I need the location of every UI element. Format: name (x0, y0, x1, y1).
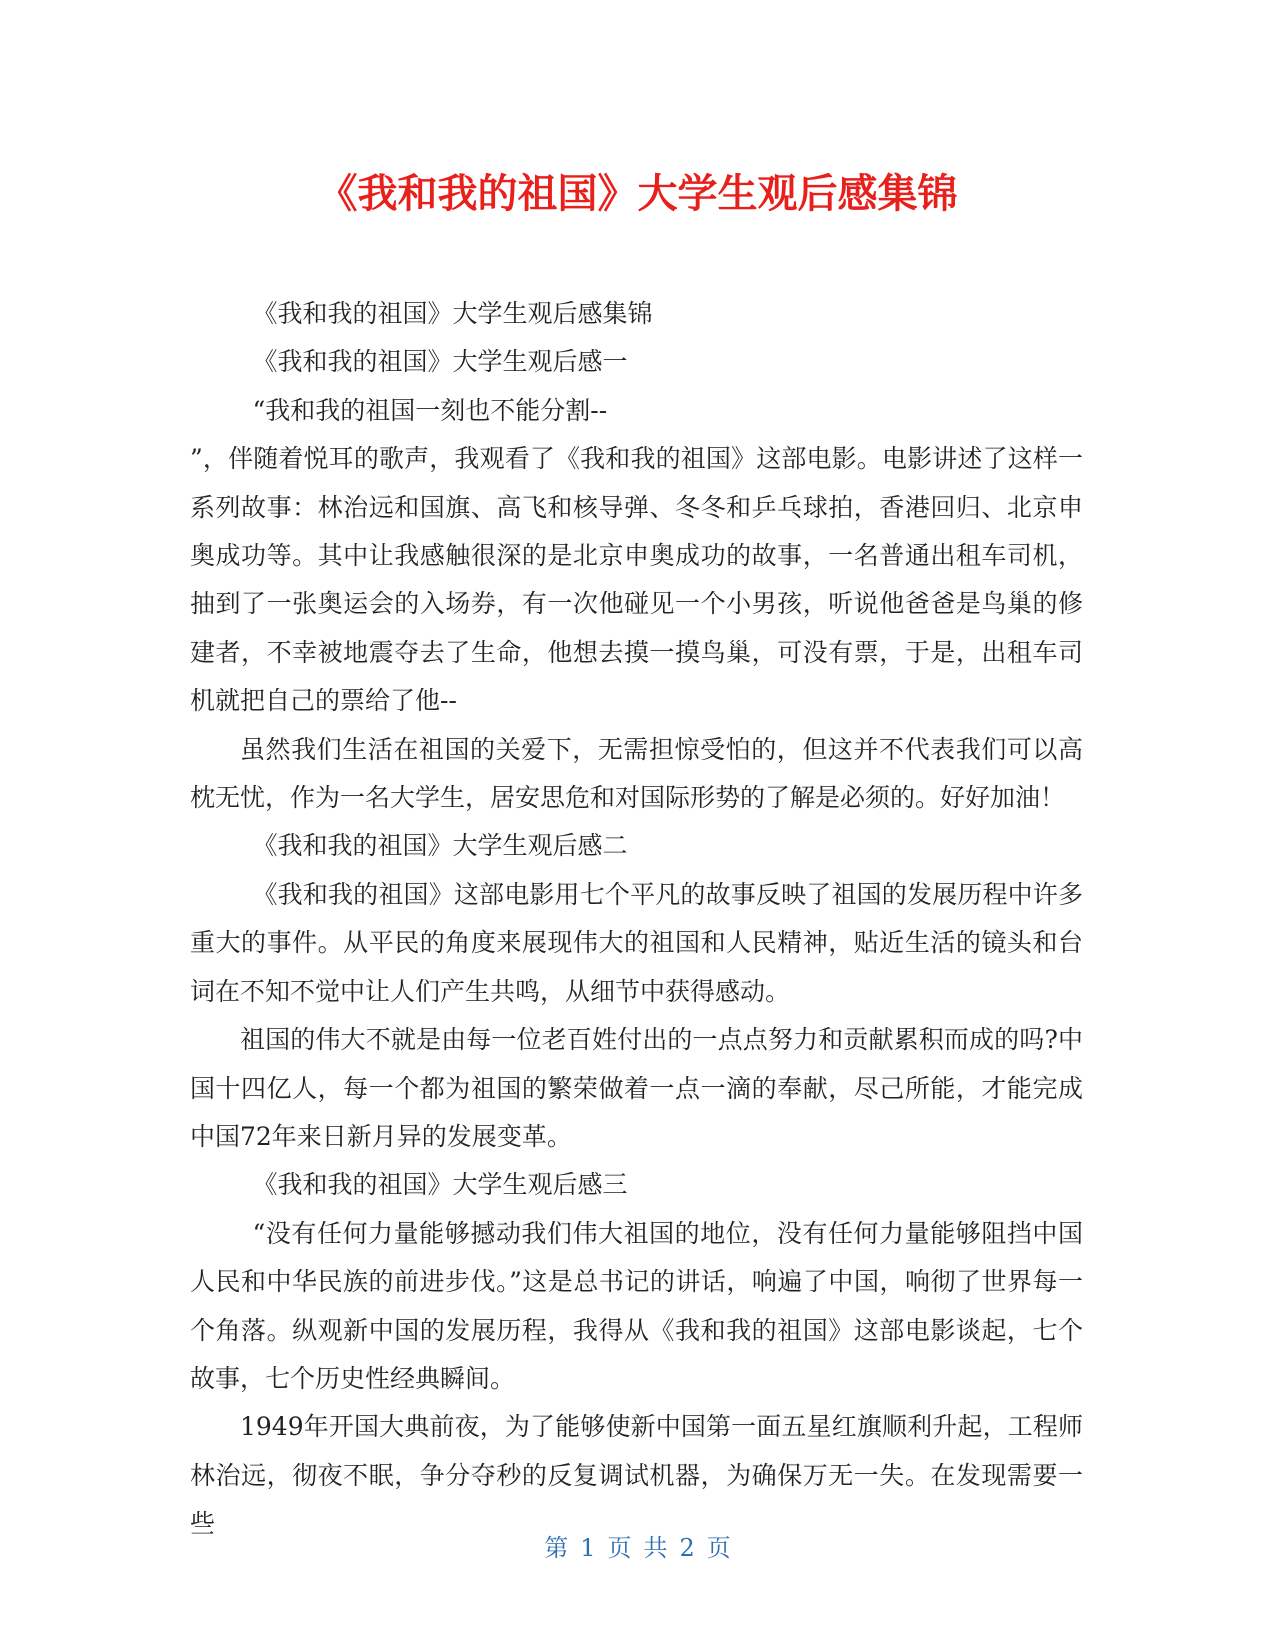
paragraph-film-overview: 《我和我的祖国》这部电影用七个平凡的故事反映了祖国的发展历程中许多重大的事件。从平民的角度来展现伟大的祖国和人民精神，贴近生活的镜头和台词在不知不觉中让人们产生共鸣，从细节中获得感动。 (190, 879, 1083, 1006)
paragraph-section-two-heading: 《我和我的祖国》大学生观后感二 (252, 831, 628, 861)
paragraph-collection-heading: 《我和我的祖国》大学生观后感集锦 (252, 299, 653, 328)
footer-page-number: 1 (580, 1534, 596, 1562)
paragraph-founding-ceremony: 1949年开国大典前夜，为了能够使新中国第一面五星红旗顺利升起，工程师林治远，彻夜不眠，争分夺秒的反复调试机器，为确保万无一失。在发现需要一些 (190, 1412, 1083, 1539)
document-body (190, 290, 1083, 1549)
paragraph-speech-quote: “没有任何力量能够撼动我们伟大祖国的地位，没有任何力量能够阻挡中国人民和中华民族的前进步伐。”这是总书记的讲话，响遍了中国，响彻了世界每一个角落。纵观新中国的发展历程，我得从《我和我的祖国》这部电影谈起，七个故事，七个历史性经典瞬间。 (190, 1218, 1083, 1393)
paragraph-reflection-two: 祖国的伟大不就是由每一位老百姓付出的一点点努力和贡献累积而成的吗?中国十四亿人，每一个都为祖国的繁荣做着一点一滴的奉献，尽己所能，才能完成中国72年来日新月异的发展变革。 (190, 1025, 1083, 1151)
footer-page-word: 页 (607, 1534, 632, 1562)
paragraph-film-summary: ”，伴随着悦耳的歌声，我观看了《我和我的祖国》这部电影。电影讲述了这样一系列故事：林治远和国旗、高飞和核导弹、冬冬和乒乓球拍，香港回归、北京申奥成功等。其中让我感触很深的是北京申奥成功的故事，一名普通出租车司机，抽到了一张奥运会的入场券，有一次他碰见一个小男孩，听说他爸爸是鸟巢的修建者，不幸被地震夺去了生命，他想去摸一摸鸟巢，可没有票，于是，出租车司机就把自己的票给了他-- (190, 444, 1083, 716)
paragraph-reflection-one: 虽然我们生活在祖国的关爱下，无需担惊受怕的，但这并不代表我们可以高枕无忧，作为一名大学生，居安思危和对国际形势的了解是必须的。好好加油！ (190, 734, 1083, 813)
footer-total-word: 共 (643, 1534, 668, 1562)
paragraph-section-three-heading: 《我和我的祖国》大学生观后感三 (252, 1170, 628, 1200)
footer-total-pages: 2 (679, 1534, 695, 1562)
page-footer (0, 1528, 1275, 1563)
footer-suffix: 页 (706, 1534, 731, 1562)
paragraph-song-quote: “我和我的祖国一刻也不能分割-- (252, 395, 608, 425)
document-title: 《我和我的祖国》大学生观后感集锦 (317, 171, 958, 217)
paragraph-section-one-heading: 《我和我的祖国》大学生观后感一 (252, 347, 628, 377)
footer-prefix: 第 (544, 1534, 569, 1562)
